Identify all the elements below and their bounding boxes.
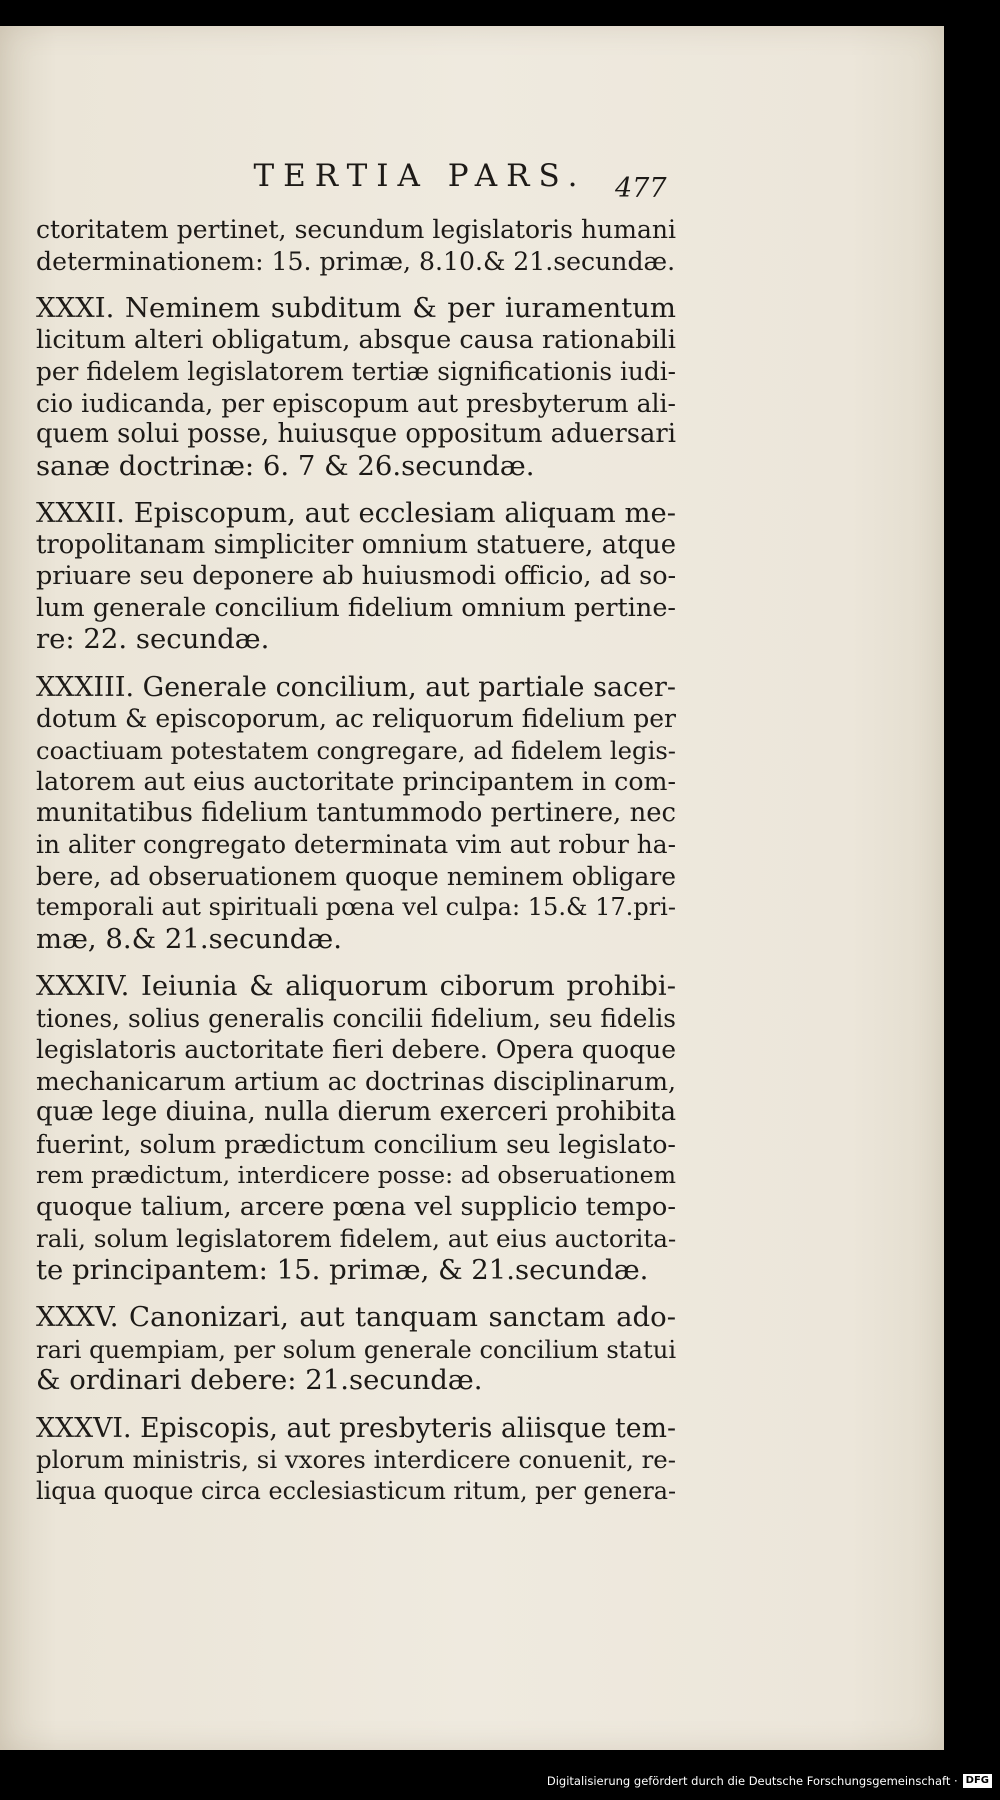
text-line: ctoritatem pertinet, secundum legislatoris humani [36, 215, 676, 244]
text-line: XXXIV. Ieiunia & aliquorum ciborum prohibi- [36, 970, 676, 1002]
text-line: dotum & episcoporum, ac reliquorum fidelium per [36, 704, 676, 733]
text-line: rem prædictum, interdicere posse: ad obseruationem [36, 1161, 676, 1189]
paragraph-gap [36, 1397, 676, 1413]
dfg-logo: DFG [963, 1774, 992, 1788]
text-line: temporali aut spirituali pœna vel culpa: 15.& 17.pri- [36, 893, 676, 921]
text-line: mechanicarum artium ac doctrinas disciplinarum, [36, 1066, 676, 1096]
text-line: XXXI. Neminem subditum & per iuramentum [36, 292, 676, 324]
text-line: mæ, 8.& 21.secundæ. [36, 922, 343, 955]
text-line: XXXV. Canonizari, aut tanquam sanctam ado- [36, 1301, 676, 1333]
text-line: bere, ad obseruationem quoque neminem obligare [36, 861, 676, 891]
text-line: te principantem: 15. primæ, & 21.secundæ. [36, 1253, 649, 1286]
credit-text: Digitalisierung gefördert durch die Deutsche Forschungsgemeinschaft · [546, 1774, 958, 1788]
text-line: liqua quoque circa ecclesiasticum ritum, per genera- [36, 1476, 676, 1505]
text-line: plorum ministris, si vxores interdicere conuenit, re- [36, 1445, 676, 1474]
text-line: in aliter congregato determinata vim aut robur ha- [36, 830, 676, 859]
text-line: sanæ doctrinæ: 6. 7 & 26.secundæ. [36, 449, 535, 482]
book-page [0, 26, 944, 1750]
text-line: munitatibus fidelium tantummodo pertinere, nec [36, 797, 676, 828]
text-line: quoque talium, arcere pœna vel supplicio tempo- [36, 1191, 676, 1222]
text-line: coactiuam potestatem congregare, ad fidelem legis- [36, 735, 676, 765]
paragraph-gap [36, 1286, 676, 1302]
text-line: tropolitanam simpliciter omnium statuere, atque [36, 529, 676, 560]
text-line: XXXIII. Generale concilium, aut partiale sacer- [36, 671, 676, 703]
text-line: cio iudicanda, per episcopum aut presbyterum ali- [36, 388, 676, 418]
text-line: re: 22. secundæ. [36, 623, 270, 655]
text-line: legislatoris auctoritate fieri debere. Opera quoque [36, 1035, 676, 1064]
text-line: XXXII. Episcopum, aut ecclesiam aliquam me- [36, 498, 676, 529]
text-line: latorem aut eius auctoritate principantem in com- [36, 767, 676, 796]
paragraph-gap [36, 277, 676, 293]
text-line: per fidelem legislatorem tertiæ significationis iudi- [36, 357, 676, 386]
paragraph-gap [36, 482, 676, 498]
text-line: lum generale concilium fidelium omnium pertine- [36, 592, 676, 623]
text-line: priuare seu deponere ab huiusmodi officio, ad so- [36, 561, 677, 591]
text-line: rali, solum legislatorem fidelem, aut eius auctorita- [36, 1224, 677, 1253]
running-title: TERTIA PARS. [253, 158, 587, 194]
digitization-credit [547, 1774, 992, 1788]
body-text [36, 214, 676, 1507]
paragraph-gap [36, 656, 676, 672]
page-number: 477 [615, 173, 667, 204]
text-line: rari quempiam, per solum generale concilium statui [36, 1334, 677, 1364]
text-line: tiones, solius generalis concilii fidelium, seu fidelis [36, 1003, 676, 1033]
text-line: & ordinari debere: 21.secundæ. [36, 1364, 483, 1396]
paragraph-gap [36, 955, 676, 971]
text-line: determinationem: 15. primæ, 8.10.& 21.secundæ. [36, 246, 676, 276]
text-line: licitum alteri obligatum, absque causa rationabili [36, 324, 676, 355]
text-line: XXXVI. Episcopis, aut presbyteris aliisque tem- [36, 1412, 676, 1444]
text-line: quæ lege diuina, nulla dierum exerceri prohibita [36, 1097, 676, 1127]
text-line: fuerint, solum prædictum concilium seu legislato- [36, 1128, 676, 1159]
text-line: quem solui posse, huiusque oppositum aduersari [36, 419, 676, 449]
